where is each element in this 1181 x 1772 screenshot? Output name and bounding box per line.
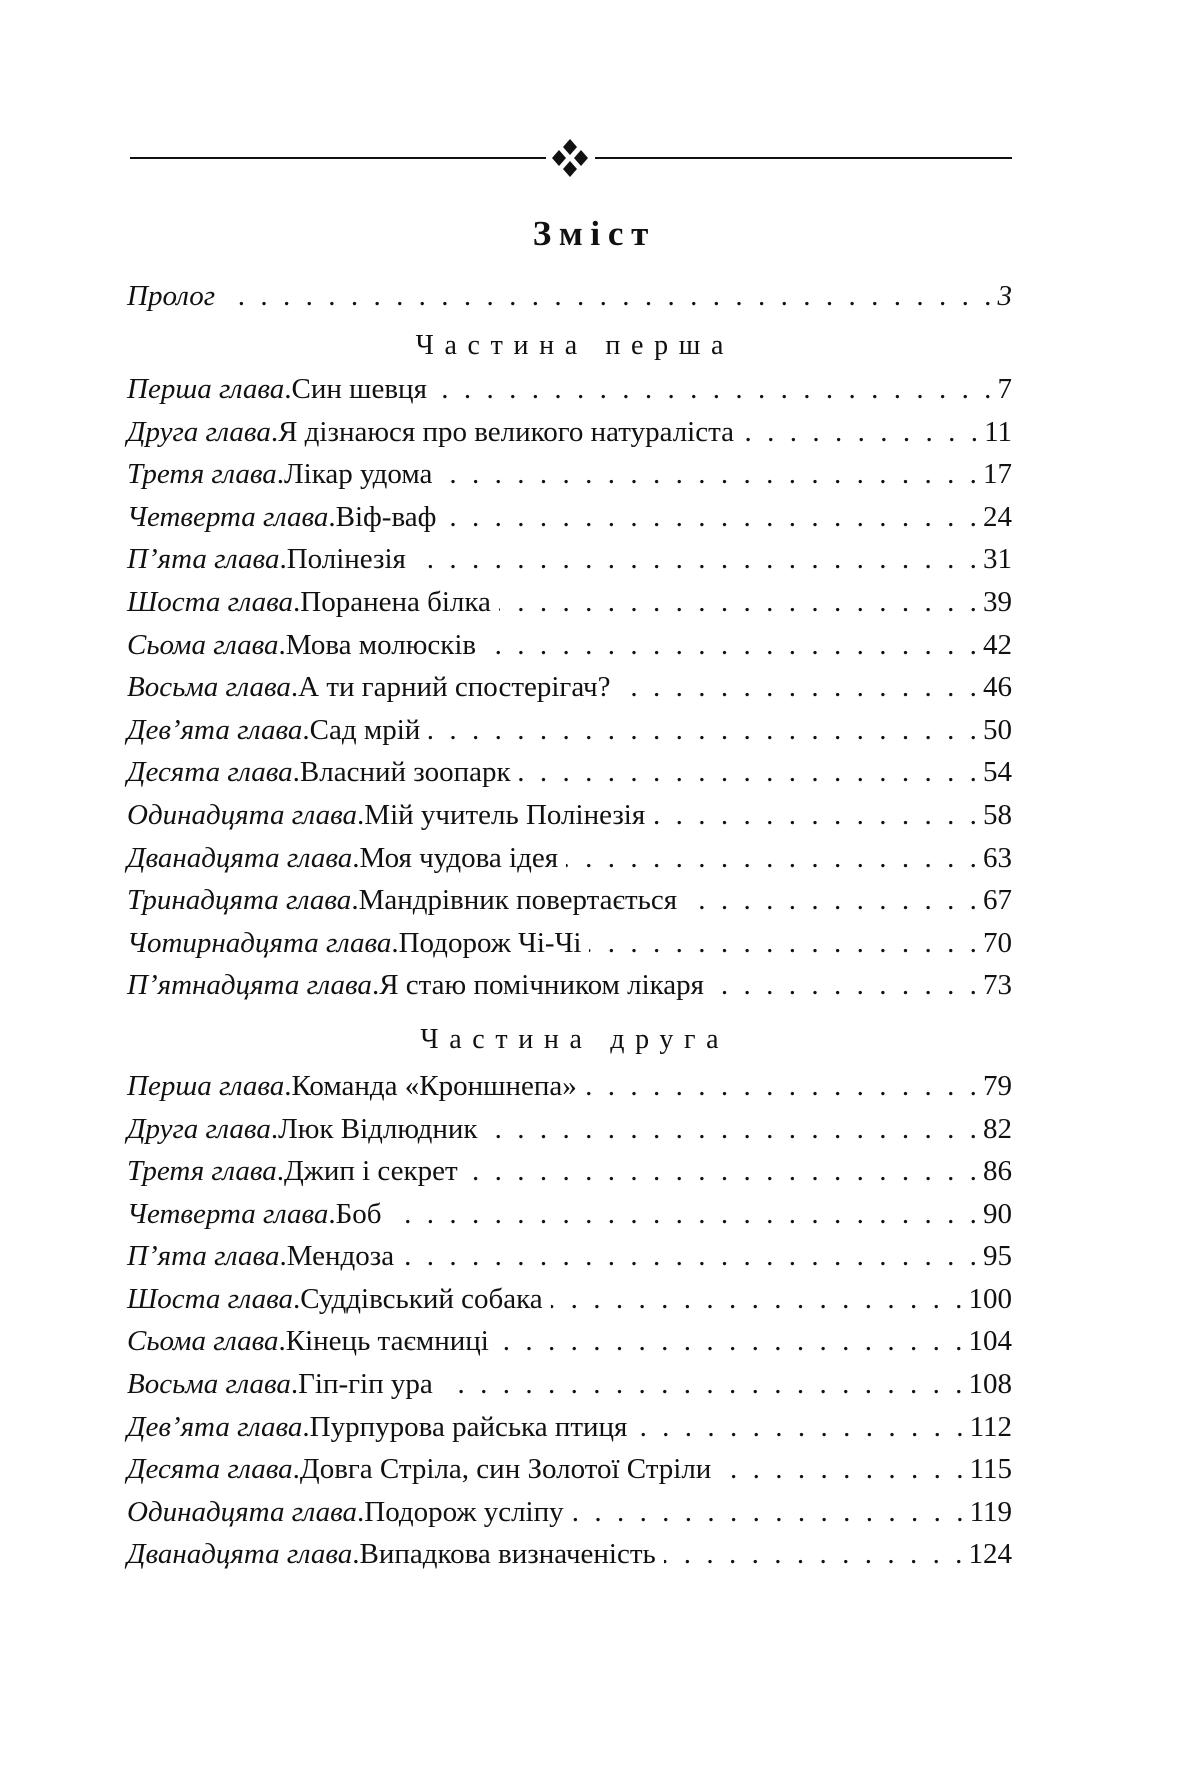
chapter-label-period: . [391,926,399,959]
chapter-label: Друга глава [127,1112,271,1145]
toc-entry[interactable] [127,1278,1012,1321]
page-number: 86 [983,1155,1012,1188]
chapter-label-period: . [276,458,284,491]
page-number: 63 [983,841,1012,874]
chapter-label: П’ята глава [127,1240,280,1273]
chapter-title: Я дізнаюся про великого натураліста [278,415,735,448]
dot-leader [390,1193,981,1236]
chapter-title: Віф-ваф [335,500,437,533]
chapter-title: Моя чудова ідея [359,841,559,874]
page-number: 100 [968,1282,1012,1315]
chapter-label-period: . [278,1325,286,1358]
dot-leader [551,1278,967,1321]
toc-entry[interactable] [127,1448,1012,1491]
dot-leader [653,794,981,837]
dot-leader [572,1491,968,1534]
chapter-label: Перша глава [127,1069,285,1102]
page-number: 58 [983,798,1012,831]
chapter-title: Власний зоопарк [299,756,511,789]
toc-entry[interactable] [127,538,1012,581]
chapter-label-period: . [276,1155,284,1188]
toc-entry[interactable] [127,879,1012,922]
page-number: 90 [983,1197,1012,1230]
chapter-title: Пурпурова райська птиця [309,1410,628,1443]
dot-leader [485,1108,981,1151]
page-number: 67 [983,884,1012,917]
chapter-title: Джип і секрет [284,1155,458,1188]
toc-entry[interactable] [127,794,1012,837]
page-number: 11 [984,415,1012,448]
chapter-label: Одинадцята глава [127,1495,358,1528]
chapter-label: Дванадцята глава [127,841,353,874]
toc-entry[interactable] [127,1193,1012,1236]
chapter-label: П’ятнадцята глава [127,969,372,1002]
chapter-label: Дванадцята глава [127,1538,353,1571]
part-1-chapter-list [127,368,1012,1007]
toc-entry[interactable] [127,368,1012,411]
page-number: 54 [983,756,1012,789]
chapter-label-period: . [352,1538,360,1571]
dot-leader [742,411,982,454]
part-2-chapter-list [127,1065,1012,1576]
toc-entry[interactable] [127,922,1012,965]
page-number: 7 [997,373,1012,405]
page-number: 31 [983,543,1012,576]
header-rule-left [130,157,546,159]
dot-leader [712,964,981,1007]
chapter-label-period: . [270,1112,279,1145]
page-number: 82 [983,1112,1012,1145]
chapter-label: Третя глава [127,458,277,491]
header-rule-right [595,157,1012,159]
chapter-label-period: . [292,1453,300,1486]
chapter-label-period: . [351,884,359,917]
chapter-label-period: . [270,415,279,448]
dot-leader [685,879,981,922]
chapter-title: Мандрівник повертається [358,884,678,917]
dot-leader [441,1363,967,1406]
chapter-label-period: . [284,373,292,405]
page-number: 115 [969,1453,1012,1486]
chapter-title: Гіп-гіп ура [298,1368,433,1401]
chapter-label: Тринадцята глава [127,884,352,917]
chapter-label: П’ята глава [127,543,280,576]
page-number: 73 [983,969,1012,1002]
page-number: 104 [968,1325,1012,1358]
chapter-title: Довга Стріла, син Золотої Стріли [299,1453,712,1486]
chapter-label: Дев’ята глава [127,713,303,746]
chapter-title: Люк Відлюдник [278,1112,478,1145]
dot-leader [635,1406,967,1449]
toc-entry[interactable] [127,1320,1012,1363]
part-heading: Частина друга [420,1023,730,1055]
toc-entry[interactable] [127,411,1012,454]
toc-entry[interactable] [127,1235,1012,1278]
toc-entry[interactable] [127,496,1012,539]
chapter-title: Я стаю помічником лікаря [379,969,705,1002]
chapter-title: Суддівський собака [300,1282,543,1315]
toc-entry[interactable] [127,709,1012,752]
chapter-label-period: . [290,1368,299,1401]
dot-leader [589,922,981,965]
dot-leader [402,1235,981,1278]
chapter-label: Восьма глава [127,671,291,704]
page-number: 70 [983,926,1012,959]
chapter-label-period: . [352,841,360,874]
toc-entry-prologue[interactable] [127,276,1012,316]
dot-leader [428,709,981,752]
chapter-title: Лікар удома [284,458,433,491]
chapter-title: Мендоза [286,1240,395,1273]
page-number: 95 [983,1240,1012,1273]
dot-leader [499,581,981,624]
dot-leader [223,276,995,316]
chapter-label-period: . [279,1240,287,1273]
page-title: Зміст [532,214,656,253]
toc-entry[interactable] [127,1491,1012,1534]
dot-leader [440,453,981,496]
chapter-title: Подорож усліпу [364,1495,564,1528]
chapter-label: Десята глава [127,756,293,789]
toc-entry[interactable] [127,1533,1012,1576]
chapter-label: Четверта глава [127,500,329,533]
chapter-title: Команда «Кроншнепа» [291,1069,577,1102]
chapter-label-period: . [328,1197,336,1230]
toc-entry[interactable] [127,453,1012,496]
chapter-label-period: . [357,1495,365,1528]
toc-entry[interactable] [127,1150,1012,1193]
chapter-label: Чотирнадцята глава [127,926,392,959]
chapter-label-period: . [292,756,300,789]
toc-entry[interactable] [127,1108,1012,1151]
chapter-title: А ти гарний спостерігач? [298,671,611,704]
dot-leader [484,624,981,667]
chapter-label-period: . [284,1069,292,1102]
dot-leader [566,837,981,880]
dot-leader [519,751,981,794]
toc-entry[interactable] [127,1406,1012,1449]
chapter-label: Сьома глава [127,628,279,661]
diamond-ornament-icon [549,137,591,179]
dot-leader [719,1448,967,1491]
page-number: 79 [983,1069,1012,1102]
chapter-title: Син шевця [291,373,427,405]
chapter-label: Шоста глава [127,585,293,618]
page-number: 50 [983,713,1012,746]
chapter-title: Сад мрій [309,713,421,746]
chapter-label: Дев’ята глава [127,1410,303,1443]
page-number: 46 [983,671,1012,704]
chapter-label-period: . [293,1282,301,1315]
chapter-title: Мова молюсків [285,628,477,661]
page-number: 112 [969,1410,1012,1443]
toc-entry[interactable] [127,1363,1012,1406]
dot-leader [414,538,981,581]
chapter-title: Полінезія [286,543,406,576]
toc-entry[interactable] [127,666,1012,709]
page-number: 108 [968,1368,1012,1401]
chapter-label-period: . [357,798,365,831]
chapter-label: Перша глава [127,373,285,405]
part-heading: Частина перша [415,330,735,361]
toc-entry[interactable] [127,837,1012,880]
toc-entry[interactable] [127,624,1012,667]
chapter-label: Десята глава [127,1453,293,1486]
chapter-label: Сьома глава [127,1325,279,1358]
toc-entry[interactable] [127,964,1012,1007]
chapter-title: Поранена білка [300,585,491,618]
chapter-label: Друга глава [127,415,271,448]
page-number: 124 [968,1538,1012,1571]
table-of-contents [127,276,1012,1576]
prologue-label: Пролог [127,280,216,312]
chapter-label: Третя глава [127,1155,277,1188]
chapter-label-period: . [293,585,301,618]
page-number: 17 [983,458,1012,491]
dot-leader [618,666,981,709]
chapter-label: Одинадцята глава [127,798,358,831]
chapter-label: Четверта глава [127,1197,329,1230]
dot-leader [435,368,996,411]
chapter-title: Подорож Чі-Чі [398,926,582,959]
chapter-label: Шоста глава [127,1282,293,1315]
dot-leader [585,1065,981,1108]
page-number: 39 [983,585,1012,618]
page-number: 42 [983,628,1012,661]
chapter-title: Кінець таємниці [285,1325,489,1358]
toc-entry[interactable] [127,581,1012,624]
chapter-label-period: . [278,628,286,661]
dot-leader [444,496,981,539]
chapter-title: Випадкова визначеність [359,1538,656,1571]
chapter-label-period: . [302,1410,310,1443]
chapter-label-period: . [371,969,380,1002]
page-number: 24 [983,500,1012,533]
chapter-label-period: . [302,713,310,746]
chapter-title: Боб [335,1197,382,1230]
toc-entry[interactable] [127,751,1012,794]
chapter-label-period: . [328,500,336,533]
page-number: 119 [969,1495,1012,1528]
dot-leader [466,1150,981,1193]
dot-leader [497,1320,967,1363]
chapter-label-period: . [290,671,299,704]
chapter-label-period: . [279,543,287,576]
page-number: 3 [997,280,1012,312]
toc-entry[interactable] [127,1065,1012,1108]
dot-leader [664,1533,967,1576]
chapter-title: Мій учитель Полінезія [364,798,646,831]
chapter-label: Восьма глава [127,1368,291,1401]
